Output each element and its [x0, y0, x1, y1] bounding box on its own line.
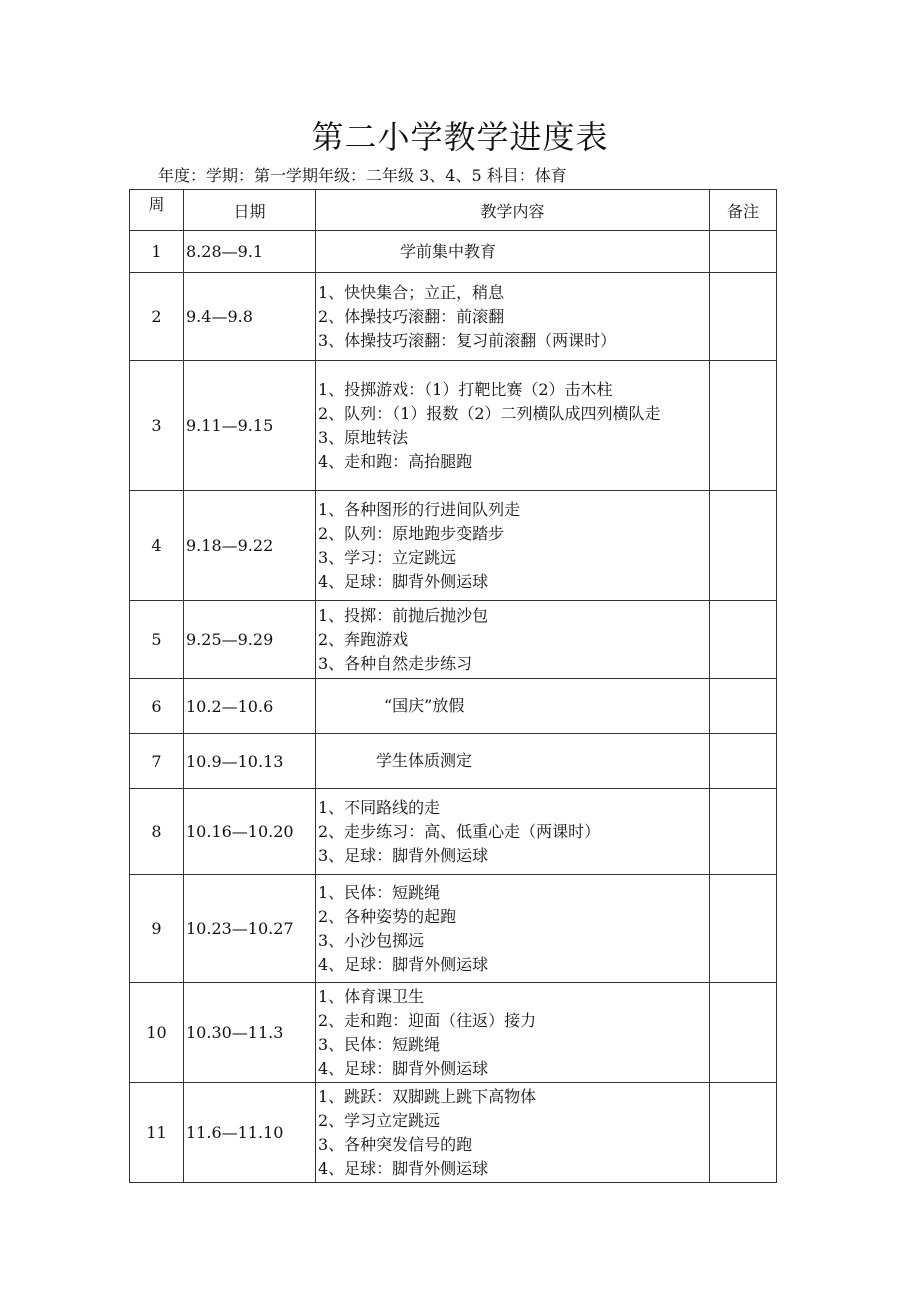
content-line: 2、走步练习：高、低重心走（两课时）	[318, 821, 601, 841]
content-line: 4、足球：脚背外侧运球	[318, 1158, 489, 1178]
content-line: 3、学习：立定跳远	[318, 547, 457, 567]
content-line: 3、体操技巧滚翻：复习前滚翻（两课时）	[318, 330, 617, 350]
note-cell	[710, 983, 777, 1083]
content-line: 2、走和跑：迎面（往返）接力	[318, 1010, 537, 1030]
content-line: 3、足球：脚背外侧运球	[318, 845, 489, 865]
page-title: 第二小学教学进度表	[311, 118, 609, 156]
note-cell	[710, 1083, 777, 1183]
week-cell: 1	[130, 231, 184, 273]
table-row	[130, 231, 777, 273]
note-cell	[710, 601, 777, 679]
content-cell	[316, 231, 710, 273]
schedule-table	[129, 189, 777, 1183]
table-row	[130, 601, 777, 679]
note-cell	[710, 361, 777, 491]
content-line: 1、不同路线的走	[318, 797, 441, 817]
note-cell	[710, 875, 777, 983]
week-cell: 6	[130, 679, 184, 734]
content-line: 3、原地转法	[318, 427, 409, 447]
content-line: 4、足球：脚背外侧运球	[318, 1058, 489, 1078]
date-cell: 10.2—10.6	[184, 679, 316, 734]
content-cell	[316, 361, 710, 491]
content-line: 4、足球：脚背外侧运球	[318, 571, 489, 591]
date-cell: 10.30—11.3	[184, 983, 316, 1083]
content-line: 3、民体：短跳绳	[318, 1034, 441, 1054]
content-line: “国庆”放假	[384, 696, 465, 715]
content-line: 1、快快集合；立正，稍息	[318, 282, 505, 302]
content-line: 2、体操技巧滚翻：前滚翻	[318, 306, 505, 326]
content-line: 1、跳跃：双脚跳上跳下高物体	[318, 1086, 537, 1106]
content-line: 1、体育课卫生	[318, 986, 425, 1006]
note-cell	[710, 273, 777, 361]
content-line: 2、队列：（1）报数（2）二列横队成四列横队走	[318, 403, 661, 423]
content-cell	[316, 789, 710, 875]
table-row	[130, 361, 777, 491]
content-line: 2、奔跑游戏	[318, 629, 409, 649]
content-line: 学生体质测定	[376, 751, 473, 770]
date-cell: 8.28—9.1	[184, 231, 316, 273]
content-line: 学前集中教育	[400, 241, 497, 261]
date-cell: 10.9—10.13	[184, 734, 316, 789]
content-cell	[316, 875, 710, 983]
content-line: 1、投掷：前抛后抛沙包	[318, 605, 489, 625]
date-cell: 9.18—9.22	[184, 491, 316, 601]
content-cell	[316, 491, 710, 601]
content-cell	[316, 601, 710, 679]
date-cell: 10.23—10.27	[184, 875, 316, 983]
content-cell	[316, 1083, 710, 1183]
table-row	[130, 789, 777, 875]
date-cell: 10.16—10.20	[184, 789, 316, 875]
content-cell	[316, 734, 710, 789]
content-line: 3、各种自然走步练习	[318, 653, 473, 673]
header-row	[130, 190, 777, 231]
note-cell	[710, 679, 777, 734]
week-cell: 10	[130, 983, 184, 1083]
week-cell: 8	[130, 789, 184, 875]
header-date: 日期	[184, 190, 316, 231]
date-cell: 9.4—9.8	[184, 273, 316, 361]
table-row	[130, 679, 777, 734]
content-line: 3、小沙包掷远	[318, 930, 425, 950]
note-cell	[710, 491, 777, 601]
meta-line: 年度：学期：第一学期年级：二年级 3、4、5 科目：体育	[158, 166, 567, 185]
table-row	[130, 491, 777, 601]
note-cell	[710, 789, 777, 875]
note-cell	[710, 734, 777, 789]
week-cell: 5	[130, 601, 184, 679]
week-cell: 7	[130, 734, 184, 789]
content-line: 1、各种图形的行进间队列走	[318, 499, 521, 519]
header-note: 备注	[710, 190, 777, 231]
content-line: 1、民体：短跳绳	[318, 882, 441, 902]
date-cell: 11.6—11.10	[184, 1083, 316, 1183]
content-line: 3、各种突发信号的跑	[318, 1134, 473, 1154]
content-line: 2、各种姿势的起跑	[318, 906, 457, 926]
week-cell: 9	[130, 875, 184, 983]
table-row	[130, 273, 777, 361]
content-line: 1、投掷游戏：（1）打靶比赛（2）击木柱	[318, 379, 613, 399]
content-line: 4、足球：脚背外侧运球	[318, 954, 489, 974]
table-row	[130, 734, 777, 789]
content-cell	[316, 273, 710, 361]
content-line: 4、走和跑：高抬腿跑	[318, 451, 473, 471]
header-content: 教学内容	[316, 190, 710, 231]
content-line: 2、队列：原地跑步变踏步	[318, 523, 505, 543]
content-cell	[316, 983, 710, 1083]
table-row	[130, 875, 777, 983]
week-cell: 2	[130, 273, 184, 361]
header-week: 周	[130, 190, 184, 231]
week-cell: 11	[130, 1083, 184, 1183]
table-row	[130, 1083, 777, 1183]
note-cell	[710, 231, 777, 273]
week-cell: 3	[130, 361, 184, 491]
content-line: 2、学习立定跳远	[318, 1110, 441, 1130]
week-cell: 4	[130, 491, 184, 601]
date-cell: 9.11—9.15	[184, 361, 316, 491]
table-row	[130, 983, 777, 1083]
content-cell	[316, 679, 710, 734]
date-cell: 9.25—9.29	[184, 601, 316, 679]
